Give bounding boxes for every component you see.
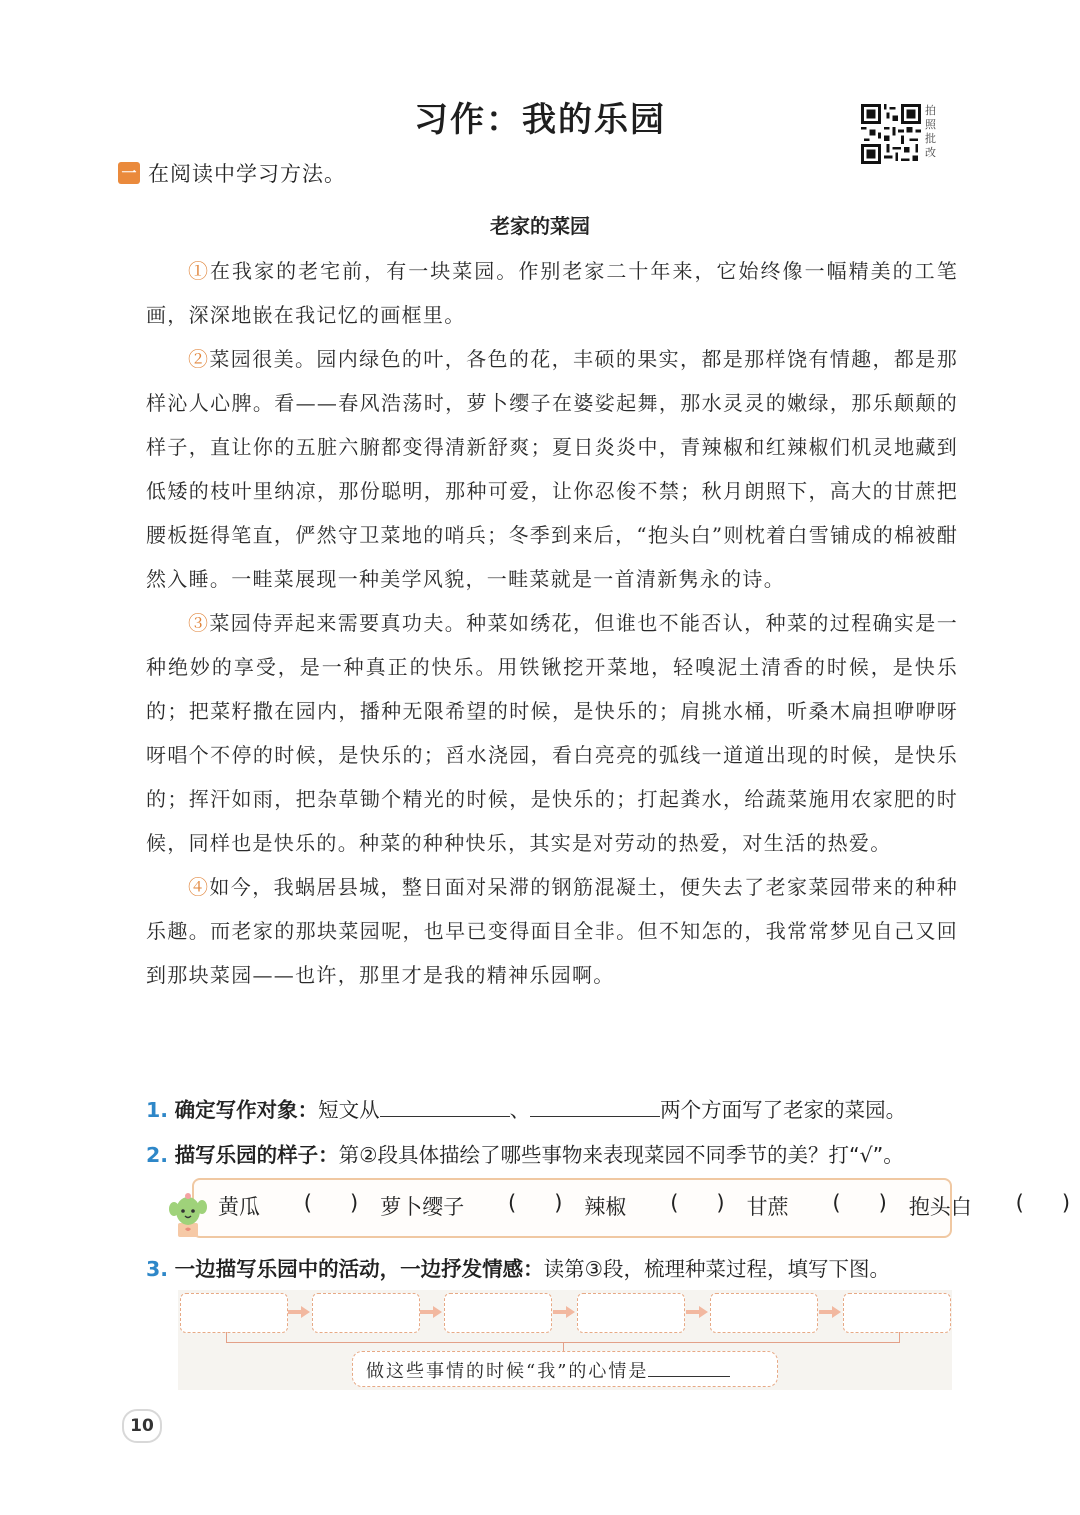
page-title: 习作：我的乐园 <box>414 100 666 140</box>
option-radish-leaves[interactable]: 萝卜缨子 ( ) <box>380 1191 563 1219</box>
checkbox-paren[interactable]: ( <box>1015 1191 1024 1215</box>
article-title: 老家的菜园 <box>490 214 590 238</box>
flow-box-2[interactable] <box>312 1293 420 1333</box>
checkbox-paren[interactable]: ( <box>832 1191 841 1215</box>
flow-connector-line <box>563 1343 564 1351</box>
mood-answer-blank[interactable] <box>648 1358 730 1377</box>
question-2 <box>146 1138 904 1168</box>
answer-blank-1[interactable] <box>380 1096 510 1117</box>
arrow-right-icon <box>552 1305 576 1319</box>
paragraph-1 <box>146 249 958 337</box>
question-number: 1. <box>146 1098 169 1122</box>
paragraph-2 <box>146 337 958 601</box>
question-number: 3. <box>146 1257 169 1281</box>
paragraph-text: 在我家的老宅前，有一块菜园。作别老家二十年来，它始终像一幅精美的工笔画，深深地嵌在我记忆的画框里。 <box>146 259 958 327</box>
checkbox-paren[interactable]: ( <box>303 1191 312 1215</box>
cactus-mascot-icon <box>166 1183 210 1239</box>
paragraph-number: ② <box>188 347 210 371</box>
paragraph-4 <box>146 865 958 997</box>
article-body <box>146 249 958 997</box>
flow-box-4[interactable] <box>577 1293 685 1333</box>
section-number: 一 <box>118 162 140 184</box>
question-label: 描写乐园的样子： <box>174 1143 339 1167</box>
option-cabbage[interactable]: 抱头白 ( ) <box>908 1191 1071 1219</box>
checkbox-paren[interactable]: ( <box>508 1191 517 1215</box>
qr-code-icon[interactable] <box>861 104 921 164</box>
paragraph-3 <box>146 601 958 865</box>
question-text-a: 短文从 <box>318 1098 380 1122</box>
section-text: 在阅读中学习方法。 <box>148 162 346 186</box>
arrow-right-icon <box>419 1305 443 1319</box>
question-label: 一边描写乐园中的活动，一边抒发情感： <box>174 1257 544 1281</box>
paragraph-number: ① <box>188 259 211 283</box>
flow-box-1[interactable] <box>180 1293 288 1333</box>
option-pepper[interactable]: 辣椒 ( ) <box>584 1191 725 1219</box>
arrow-right-icon <box>287 1305 311 1319</box>
answer-blank-2[interactable] <box>530 1096 660 1117</box>
question-number: 2. <box>146 1143 169 1167</box>
question-sep: 、 <box>509 1098 531 1122</box>
question-text: 第②段具体描绘了哪些事物来表现菜园不同季节的美？打“√”。 <box>338 1143 904 1167</box>
paragraph-text: 菜园侍弄起来需要真功夫。种菜如绣花，但谁也不能否认，种菜的过程确实是一种绝妙的享受，是一种真正的快乐。用铁锹挖开菜地，轻嗅泥土清香的时候，是快乐的；把菜籽撒在园内，播种无限希望的时候，是快乐的；肩挑水桶，听桑木扁担咿咿呀呀唱个不停的时候，是快乐的；舀水浇园，看白亮亮的弧线一道道出现的时候，是快乐的；挥汗如雨，把杂草锄个精光的时候，是快乐的；打起粪水，给蔬菜施用农家肥的时候，同样也是快乐的。种菜的种种快乐，其实是对劳动的热爱，对生活的热爱。 <box>146 611 959 855</box>
options-row <box>218 1191 1080 1221</box>
paragraph-text: 菜园很美。园内绿色的叶，各色的花，丰硕的果实，都是那样饶有情趣，都是那样沁人心脾。看——春风浩荡时，萝卜缨子在婆娑起舞，那水灵灵的嫩绿，那乐颠颠的样子，直让你的五脏六腑都变得清新舒爽；夏日炎炎中，青辣椒和红辣椒们机灵地藏到低矮的枝叶里纳凉，那份聪明，那种可爱，让你忍俊不禁；秋月朗照下，高大的甘蔗把腰板挺得笔直，俨然守卫菜地的哨兵；冬季到来后，“抱头白”则枕着白雪铺成的棉被酣然入睡。一畦菜展现一种美学风貌，一畦菜就是一首清新隽永的诗。 <box>146 347 959 591</box>
arrow-right-icon <box>818 1305 842 1319</box>
qr-label: 拍照批改 <box>925 104 936 159</box>
question-label: 确定写作对象： <box>174 1098 319 1122</box>
paragraph-number: ④ <box>188 875 210 899</box>
arrow-right-icon <box>685 1305 709 1319</box>
flow-box-5[interactable] <box>710 1293 818 1333</box>
section-heading <box>118 158 346 188</box>
checkbox-paren[interactable]: ( <box>670 1191 679 1215</box>
paragraph-number: ③ <box>188 611 210 635</box>
paragraph-text: 如今，我蜗居县城，整日面对呆滞的钢筋混凝土，便失去了老家菜园带来的种种乐趣。而老家的那块菜园呢，也早已变得面目全非。但不知怎的，我常常梦见自己又回到那块菜园——也许，那里才是我的精神乐园啊。 <box>146 875 959 987</box>
page-number: 10 <box>122 1409 162 1443</box>
flow-box-6[interactable] <box>843 1293 951 1333</box>
question-text-b: 两个方面写了老家的菜园。 <box>660 1098 907 1122</box>
question-3 <box>146 1252 890 1282</box>
flow-box-3[interactable] <box>444 1293 552 1333</box>
mood-prompt: 做这些事情的时候“我”的心情是 <box>366 1357 730 1383</box>
option-sugarcane[interactable]: 甘蔗 ( ) <box>746 1191 887 1219</box>
flow-bracket-line <box>226 1332 900 1343</box>
question-1 <box>146 1093 906 1123</box>
option-cucumber[interactable]: 黄瓜 ( ) <box>218 1191 359 1219</box>
question-text: 读第③段，梳理种菜过程，填写下图。 <box>543 1257 890 1281</box>
